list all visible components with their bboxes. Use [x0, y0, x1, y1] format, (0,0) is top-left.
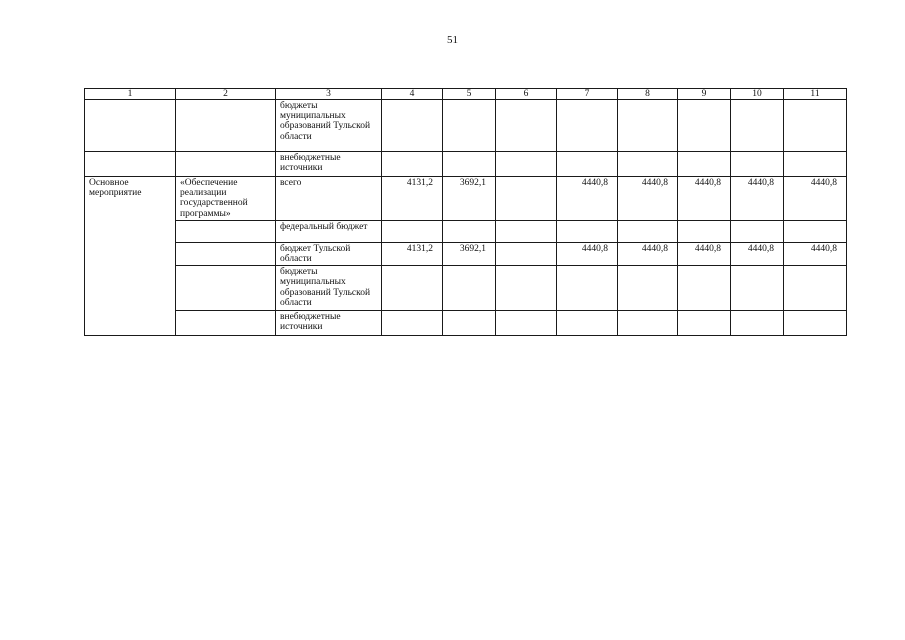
- value-cell: [618, 100, 678, 152]
- funding-source: бюджеты муниципальных образований Тульской области: [276, 100, 382, 152]
- value-cell: [618, 152, 678, 177]
- value-cell: [496, 152, 557, 177]
- value-cell: [678, 220, 731, 242]
- empty-cell: [176, 220, 276, 242]
- column-header: 1: [85, 89, 176, 100]
- value-cell: [678, 152, 731, 177]
- funding-source: внебюджетные источники: [276, 152, 382, 177]
- table-row: [85, 242, 847, 265]
- value-cell: [731, 266, 784, 311]
- value-cell: 3692,1: [443, 242, 496, 265]
- column-header: 10: [731, 89, 784, 100]
- value-cell: [731, 220, 784, 242]
- value-cell: [443, 220, 496, 242]
- empty-cell: [176, 266, 276, 311]
- column-header: 6: [496, 89, 557, 100]
- value-cell: [496, 266, 557, 311]
- value-cell: [382, 152, 443, 177]
- table-row: [85, 100, 847, 152]
- header-row: [85, 89, 847, 100]
- value-cell: 4440,8: [731, 242, 784, 265]
- value-cell: [731, 100, 784, 152]
- value-cell: [557, 311, 618, 336]
- value-cell: 4440,8: [557, 242, 618, 265]
- empty-cell: [85, 100, 176, 152]
- value-cell: 3692,1: [443, 177, 496, 221]
- value-cell: 4440,8: [678, 177, 731, 221]
- column-header: 7: [557, 89, 618, 100]
- value-cell: [443, 152, 496, 177]
- value-cell: 4440,8: [784, 242, 847, 265]
- budget-table: [84, 88, 847, 336]
- value-cell: 4440,8: [557, 177, 618, 221]
- value-cell: 4131,2: [382, 177, 443, 221]
- value-cell: [731, 311, 784, 336]
- column-header: 9: [678, 89, 731, 100]
- value-cell: [784, 152, 847, 177]
- value-cell: [557, 152, 618, 177]
- column-header: 5: [443, 89, 496, 100]
- column-header: 11: [784, 89, 847, 100]
- empty-cell: [176, 242, 276, 265]
- value-cell: [382, 220, 443, 242]
- value-cell: [731, 152, 784, 177]
- table-row: [85, 220, 847, 242]
- funding-source: всего: [276, 177, 382, 221]
- funding-source: бюджеты муниципальных образований Тульской области: [276, 266, 382, 311]
- value-cell: 4440,8: [678, 242, 731, 265]
- table-row: [85, 311, 847, 336]
- value-cell: [784, 266, 847, 311]
- table-row: [85, 266, 847, 311]
- value-cell: [618, 266, 678, 311]
- funding-source: внебюджетные источники: [276, 311, 382, 336]
- value-cell: [618, 220, 678, 242]
- value-cell: [443, 100, 496, 152]
- value-cell: [382, 266, 443, 311]
- value-cell: [784, 311, 847, 336]
- value-cell: [496, 242, 557, 265]
- empty-cell: [176, 152, 276, 177]
- value-cell: [557, 266, 618, 311]
- value-cell: 4440,8: [618, 242, 678, 265]
- value-cell: 4440,8: [784, 177, 847, 221]
- value-cell: [784, 220, 847, 242]
- value-cell: [496, 311, 557, 336]
- funding-source: бюджет Тульской области: [276, 242, 382, 265]
- table-row: [85, 152, 847, 177]
- empty-cell: [85, 152, 176, 177]
- column-header: 4: [382, 89, 443, 100]
- table-row: [85, 177, 847, 221]
- page-number: 51: [447, 34, 458, 46]
- value-cell: [678, 100, 731, 152]
- value-cell: [382, 311, 443, 336]
- value-cell: [557, 100, 618, 152]
- value-cell: 4131,2: [382, 242, 443, 265]
- value-cell: [382, 100, 443, 152]
- value-cell: [678, 311, 731, 336]
- value-cell: [443, 266, 496, 311]
- column-header: 2: [176, 89, 276, 100]
- event-type-cell: Основное мероприятие: [85, 177, 176, 336]
- value-cell: 4440,8: [618, 177, 678, 221]
- empty-cell: [176, 311, 276, 336]
- event-name-cell: «Обеспечение реализации государственной программы»: [176, 177, 276, 221]
- column-header: 3: [276, 89, 382, 100]
- value-cell: [557, 220, 618, 242]
- value-cell: 4440,8: [731, 177, 784, 221]
- value-cell: [496, 100, 557, 152]
- value-cell: [496, 177, 557, 221]
- value-cell: [618, 311, 678, 336]
- value-cell: [678, 266, 731, 311]
- value-cell: [443, 311, 496, 336]
- value-cell: [496, 220, 557, 242]
- value-cell: [784, 100, 847, 152]
- funding-source: федеральный бюджет: [276, 220, 382, 242]
- empty-cell: [176, 100, 276, 152]
- column-header: 8: [618, 89, 678, 100]
